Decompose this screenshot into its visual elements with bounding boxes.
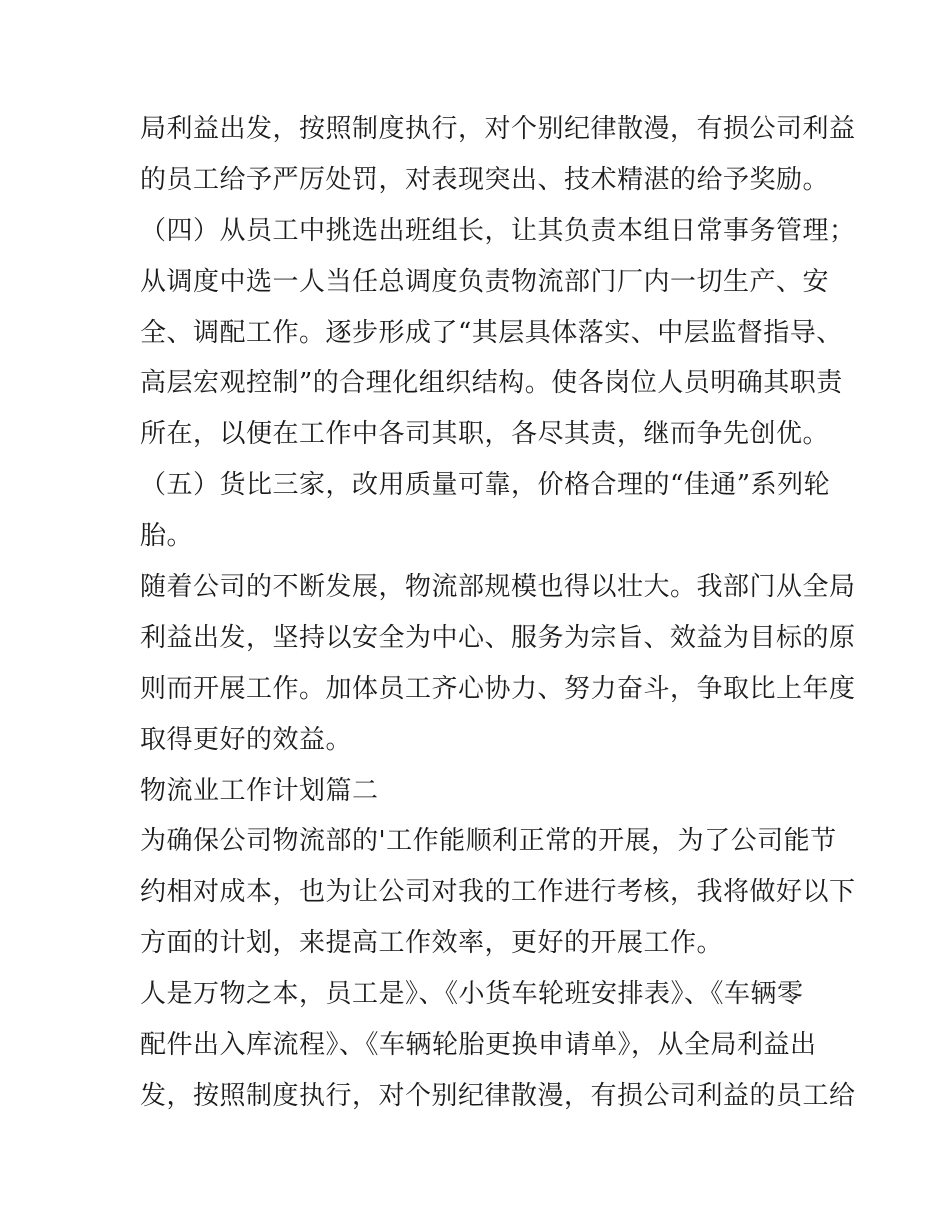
section-heading: 物流业工作计划篇二	[140, 775, 379, 806]
text-line: 约相对成本，也为让公司对我的工作进行考核，我将做好以下	[140, 877, 856, 908]
text-line: 人是万物之本，员工是》、《小货车轮班安排表》、《车辆零	[140, 979, 804, 1010]
text-line: 局利益出发，按照制度执行，对个别纪律散漫，有损公司利益	[140, 114, 856, 144]
text-line: 方面的计划，来提高工作效率，更好的开展工作。	[140, 928, 724, 959]
text-line: （五）货比三家，改用质量可靠，价格合理的“佳通”系列轮	[140, 470, 831, 501]
text-line: 随着公司的不断发展，物流部规模也得以壮大。我部门从全局	[140, 572, 856, 603]
text-line: 的员工给予严厉处罚，对表现突出、技术精湛的给予奖励。	[140, 164, 830, 195]
text-line: （四）从员工中挑选出班组长，让其负责本组日常事务管理；	[140, 215, 856, 246]
text-line: 为确保公司物流部的'工作能顺利正常的开展，为了公司能节	[140, 826, 837, 857]
document-body	[140, 104, 856, 1122]
text-line: 所在，以便在工作中各司其职，各尽其责，继而争先创优。	[140, 419, 830, 450]
text-line: 从调度中选一人当任总调度负责物流部门厂内一切生产、安	[140, 266, 830, 297]
text-line: 高层宏观控制”的合理化组织结构。使各岗位人员明确其职责	[140, 368, 843, 399]
text-line: 发，按照制度执行，对个别纪律散漫，有损公司利益的员工给	[140, 1080, 856, 1111]
text-line: 配件出入库流程》、《车辆轮胎更换申请单》，从全局利益出	[140, 1030, 817, 1061]
text-line: 则而开展工作。加体员工齐心协力、努力奋斗，争取比上年度	[140, 673, 856, 704]
text-line: 利益出发，坚持以安全为中心、服务为宗旨、效益为目标的原	[140, 622, 856, 653]
text-line: 胎。	[140, 521, 194, 552]
text-line: 取得更好的效益。	[140, 724, 353, 755]
text-line: 全、调配工作。逐步形成了“其层具体落实、中层监督指导、	[140, 317, 843, 348]
